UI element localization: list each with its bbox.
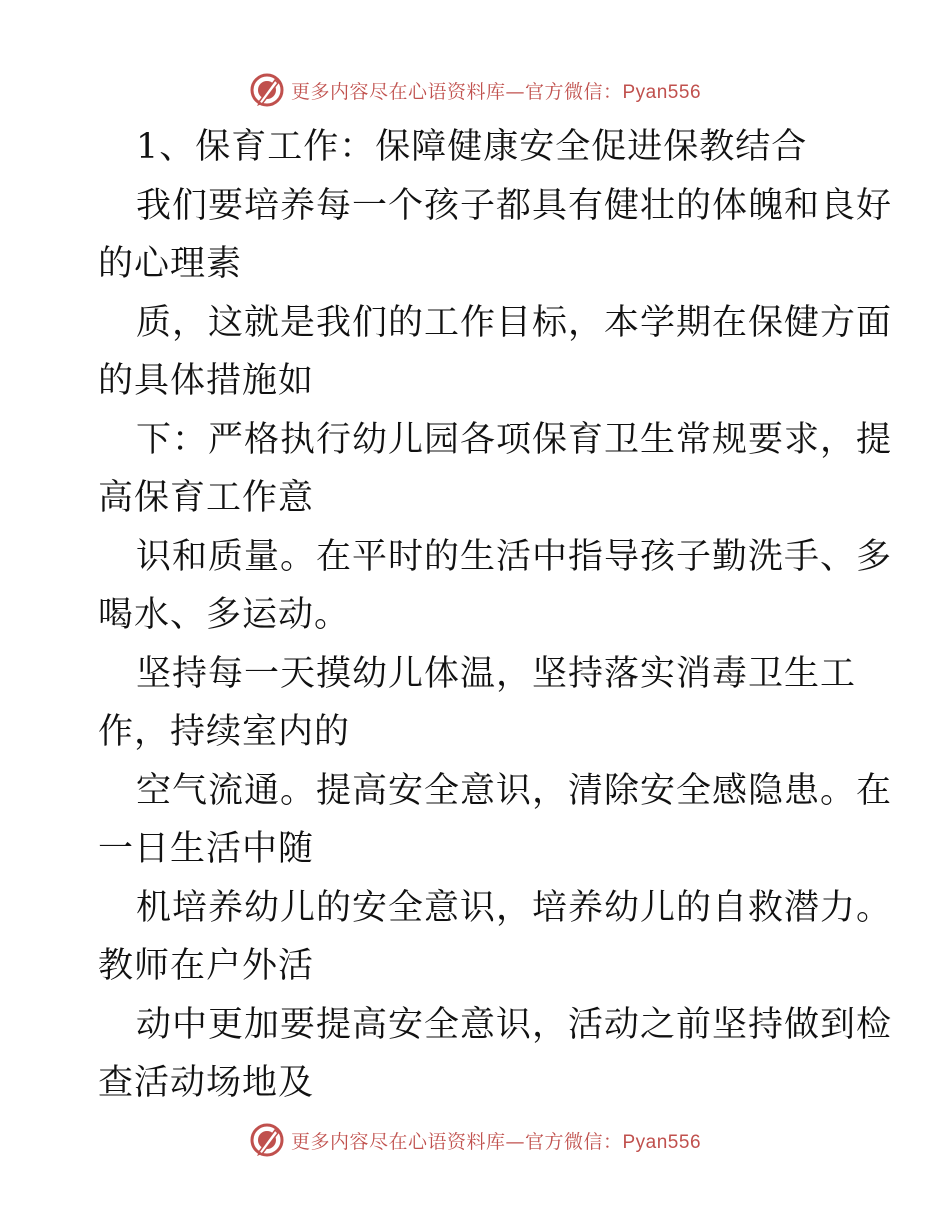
body-line: 的心理素	[98, 244, 243, 284]
body-line: 1、保育工作：保障健康安全促进保教结合	[136, 127, 808, 167]
body-line: 一日生活中随	[98, 829, 315, 869]
body-line: 质，这就是我们的工作目标，本学期在保健方面	[136, 302, 893, 343]
document-body	[98, 118, 893, 1113]
body-line: 的具体措施如	[98, 361, 315, 401]
pen-seal-logo-icon	[249, 72, 285, 108]
body-line: 作，持续室内的	[98, 712, 351, 752]
body-line: 喝水、多运动。	[98, 595, 351, 635]
footer-banner-text: 更多内容尽在心语资料库—官方微信：	[290, 1130, 623, 1153]
header-banner-text: 更多内容尽在心语资料库—官方微信：	[290, 80, 623, 103]
body-line: 坚持每一天摸幼儿体温，坚持落实消毒卫生工	[136, 653, 857, 694]
footer-banner	[0, 1120, 950, 1160]
header-banner	[0, 70, 950, 110]
body-line: 识和质量。在平时的生活中指导孩子勤洗手、多	[136, 536, 893, 577]
body-line: 查活动场地及	[98, 1063, 315, 1103]
body-line: 机培养幼儿的安全意识，培养幼儿的自救潜力。	[136, 887, 893, 928]
body-line: 我们要培养每一个孩子都具有健壮的体魄和良好	[136, 185, 893, 226]
body-line: 动中更加要提高安全意识，活动之前坚持做到检	[136, 1004, 893, 1045]
body-line: 高保育工作意	[98, 478, 315, 518]
body-line: 教师在户外活	[98, 946, 315, 986]
pen-seal-logo-icon	[249, 1122, 285, 1158]
header-wechat-id: Pyan556	[622, 81, 702, 103]
footer-wechat-id: Pyan556	[622, 1131, 702, 1153]
body-line: 空气流通。提高安全意识，清除安全感隐患。在	[136, 770, 893, 811]
body-line: 下：严格执行幼儿园各项保育卫生常规要求，提	[136, 419, 893, 460]
